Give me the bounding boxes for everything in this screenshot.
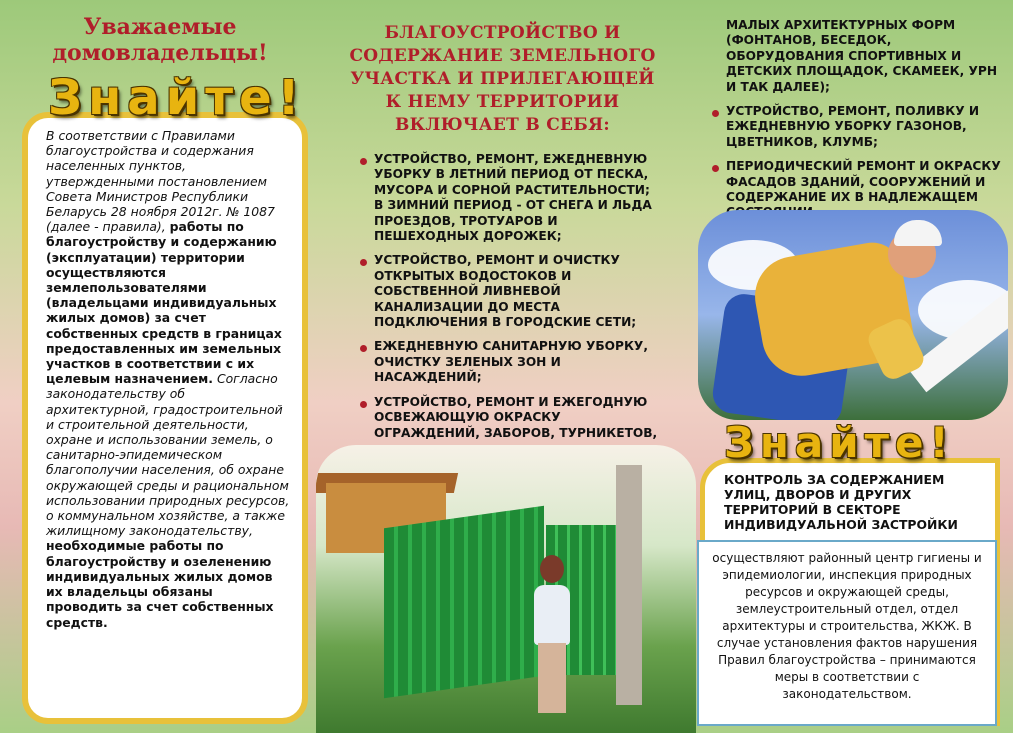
control-title: КОНТРОЛЬ ЗА СОДЕРЖАНИЕМ УЛИЦ, ДВОРОВ И ДРУГИХ ТЕРРИТОРИЙ В СЕКТОРЕ ИНДИВИДУАЛЬНОЙ ЗАСТРОЙКИ xyxy=(724,472,958,532)
list-item: УСТРОЙСТВО, РЕМОНТ, ЕЖЕДНЕВНУЮ УБОРКУ В ЛЕТНИЙ ПЕРИОД ОТ ПЕСКА, МУСОРА И СОРНОЙ РАСТИТЕЛЬНОСТИ; В ЗИМНИЙ ПЕРИОД - ОТ СНЕГА И ЛЬДА ПРОЕЗДОВ, ТРОТУАРОВ И ПЕШЕХОДНЫХ ДОРОЖЕК; xyxy=(360,152,660,244)
legal-intro-text: В соответствии с Правилами благоустройства и содержания населенных пунктов, утвержденными постановлением Совета Министров Республики Беларусь 28 ноября 2012г. № 1087 (далее - правила), xyxy=(46,128,275,235)
owner-duty-text: необходимые работы по благоустройству и озеленению индивидуальных жилых домов их владельцы обязаны проводить за счет собственных средств. xyxy=(46,538,274,630)
left-column xyxy=(0,0,320,733)
legal-obligation-text: работы по благоустройству и содержанию (эксплуатации) территории осуществляются землепользователями (владельцами индивидуальных жилых домов) за счет собственных средств в границах предоставленных им земельных участков в соответствии с их целевым назначением. xyxy=(46,219,282,387)
list-item: УСТРОЙСТВО, РЕМОНТ И ЕЖЕГОДНУЮ ОСВЕЖАЮЩУЮ ОКРАСКУ ОГРАЖДЕНИЙ, ЗАБОРОВ, ТУРНИКЕТОВ, xyxy=(360,395,660,441)
legislation-text: Согласно законодательству об архитектурной, градостроительной и строительной деятельности, охране и использовании земель, о санитарно-эпидемическом благополучии населения, об охране окружающей среды и рациональном использовании природных ресурсов, о коммунальном хозяйстве, а также жилищному законодательству, xyxy=(46,371,290,539)
section-title: БЛАГОУСТРОЙСТВО И СОДЕРЖАНИЕ ЗЕМЕЛЬНОГО УЧАСТКА И ПРИЛЕГАЮЩЕЙ К НЕМУ ТЕРРИТОРИИ ВКЛЮЧАЕТ В СЕБЯ: xyxy=(349,23,656,135)
requirements-list xyxy=(360,152,660,450)
woman-head xyxy=(540,555,564,583)
znaite-banner: Знайте! xyxy=(48,70,306,126)
woman-legs xyxy=(538,643,566,713)
garden-fence-photo xyxy=(316,445,696,733)
woman-painting xyxy=(534,585,570,645)
legal-paragraph xyxy=(46,128,290,630)
control-body: осуществляют районный центр гигиены и эпидемиологии, инспекция природных ресурсов и окружающей среды, землеустроительный отдел, отдел архитектуры и строительства, ЖКЖ. В случае установления фактов нарушения Правил благоустройства – принимаются меры в соответствии с законодательством. xyxy=(697,540,997,726)
roof-worker-photo xyxy=(698,210,1008,420)
green-fence xyxy=(384,506,544,698)
greeting-title: Уважаемые домовладельцы! xyxy=(52,14,268,66)
list-item-continuation: МАЛЫХ АРХИТЕКТУРНЫХ ФОРМ (ФОНТАНОВ, БЕСЕДОК, ОБОРУДОВАНИЯ СПОРТИВНЫХ И ДЕТСКИХ ПЛОЩАДОК, СКАМЕЕК, УРН И ТАК ДАЛЕЕ); xyxy=(726,18,998,94)
list-item: ЕЖЕДНЕВНУЮ САНИТАРНУЮ УБОРКУ, ОЧИСТКУ ЗЕЛЕНЫХ ЗОН И НАСАЖДЕНИЙ; xyxy=(360,339,660,385)
znaite-banner-2: Знайте! xyxy=(724,418,955,467)
hard-hat xyxy=(894,220,942,246)
legal-info-box xyxy=(22,112,308,724)
list-item: УСТРОЙСТВО, РЕМОНТ, ПОЛИВКУ И ЕЖЕДНЕВНУЮ УБОРКУ ГАЗОНОВ, ЦВЕТНИКОВ, КЛУМБ; xyxy=(712,104,1002,150)
requirements-list-continued xyxy=(712,18,1002,230)
concrete-pole xyxy=(616,465,642,705)
list-item: УСТРОЙСТВО, РЕМОНТ И ОЧИСТКУ ОТКРЫТЫХ ВОДОСТОКОВ И СОБСТВЕННОЙ ЛИВНЕВОЙ КАНАЛИЗАЦИИ ДО МЕСТА ПОДКЛЮЧЕНИЯ В ГОРОДСКИЕ СЕТИ; xyxy=(360,253,660,330)
list-item: ПЕРИОДИЧЕСКИЙ РЕМОНТ И ОКРАСКУ ФАСАДОВ ЗДАНИЙ, СООРУЖЕНИЙ И СОДЕРЖАНИЕ ИХ В НАДЛЕЖАЩЕМ xyxy=(712,159,1002,221)
